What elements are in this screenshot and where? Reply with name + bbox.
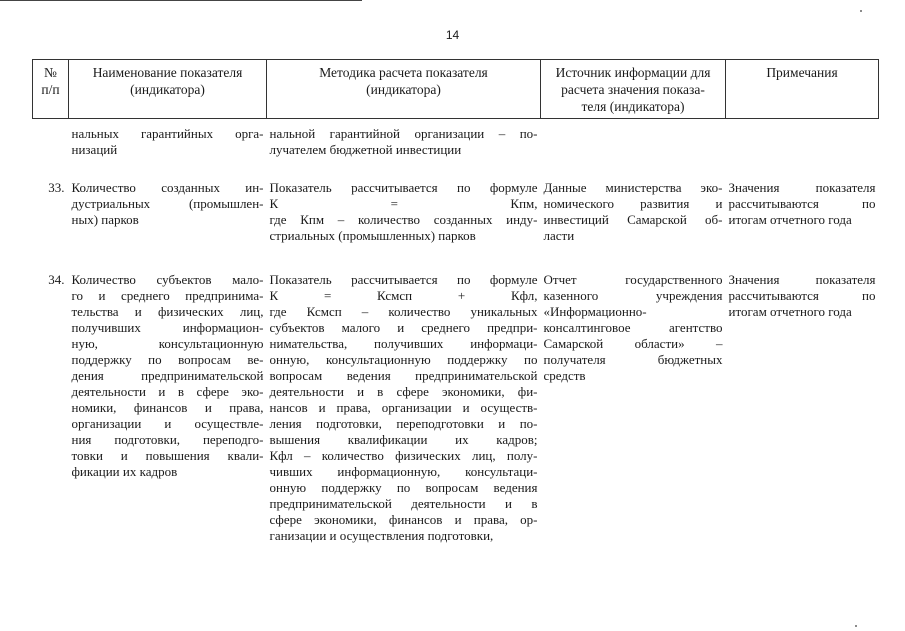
text-line: онную поддержку по вопросам ведения	[269, 480, 538, 495]
text-line: (индикатора)	[130, 82, 205, 97]
text-line: Показатель рассчитывается по формуле	[269, 272, 538, 287]
text-line: Отчет государственного	[543, 272, 723, 287]
top-rule	[0, 0, 362, 1]
text-line: рассчитываются по	[728, 288, 876, 303]
text-line: №	[44, 65, 57, 80]
text-line: К = Ксмсп + Кфл,	[269, 288, 538, 303]
text-line: номики, финансов и права,	[71, 400, 264, 415]
text-line: поддержку по вопросам ве-	[71, 352, 264, 367]
cell-notes	[726, 119, 879, 179]
text-line: ных) парков	[71, 212, 139, 227]
text-line: организации и осуществле-	[71, 416, 264, 431]
scan-speck	[855, 625, 857, 627]
text-line: Методика расчета показателя	[319, 65, 488, 80]
text-line: ния подготовки, переподго-	[71, 432, 264, 447]
text-line: итогам отчетного года	[728, 304, 852, 319]
text-line: «Информационно-	[543, 304, 647, 319]
text-line: ганизации и осуществления подготовки,	[269, 528, 494, 543]
text-line: Показатель рассчитывается по формуле	[269, 180, 538, 195]
text-line: консалтинговое агентство	[543, 320, 723, 335]
cell-number	[33, 119, 69, 179]
text-line: Самарской области» –	[543, 336, 723, 351]
cell-calculation-method	[267, 178, 541, 270]
text-line: где Ксмсп – количество уникальных	[269, 304, 538, 319]
text-line: рассчитываются по	[728, 196, 876, 211]
cell-information-source	[541, 119, 726, 179]
text-line: (индикатора)	[366, 82, 441, 97]
text-line: ления подготовки, переподготовки и по-	[269, 416, 538, 431]
text-line: итогам отчетного года	[728, 212, 852, 227]
cell-notes	[726, 270, 879, 544]
indicator-table	[32, 59, 879, 544]
cell-indicator-name	[69, 270, 267, 544]
cell-number: 34.	[48, 272, 65, 287]
text-line: получивших информацион-	[71, 320, 264, 335]
table-row-33	[33, 178, 879, 270]
text-line: номического развития и	[543, 196, 723, 211]
header-calculation-method	[267, 60, 541, 119]
text-line: лучателем бюджетной инвестиции	[269, 142, 462, 157]
text-line: сфере экономики, финансов и права, ор-	[269, 512, 538, 527]
text-line: дения предпринимательской	[71, 368, 264, 383]
text-line: предпринимательской деятельности и в	[269, 496, 538, 511]
text-line: нимательства, получивших информаци-	[269, 336, 538, 351]
table-row-34	[33, 270, 879, 544]
cell-indicator-name	[69, 119, 267, 179]
text-line: низаций	[71, 142, 118, 157]
text-line: вышения квалификации их кадров;	[269, 432, 538, 447]
cell-information-source	[541, 178, 726, 270]
cell-number: 33.	[48, 180, 65, 195]
cell-information-source	[541, 270, 726, 544]
page-number: 14	[445, 28, 460, 42]
text-line: фикации их кадров	[71, 464, 178, 479]
text-line: тельства и физических лиц,	[71, 304, 264, 319]
text-line: ную, консультационную	[71, 336, 264, 351]
text-line: Наименование показателя	[92, 65, 243, 80]
text-line: К = Кпм,	[269, 196, 538, 211]
text-line: Значения показателя	[728, 272, 876, 287]
header-number	[33, 60, 69, 119]
text-line: Данные министерства эко-	[543, 180, 723, 195]
text-line: п/п	[41, 82, 60, 97]
table-row-continuation	[33, 119, 879, 179]
text-line: Кфл – количество физических лиц, полу-	[269, 448, 538, 463]
text-line: онную, консультационную поддержку по	[269, 352, 538, 367]
cell-notes	[726, 178, 879, 270]
text-line: субъектов малого и среднего предпри-	[269, 320, 538, 335]
text-line: нальной гарантийной организации – по-	[269, 126, 538, 141]
text-line: деятельности и в сфере эко-	[71, 384, 264, 399]
text-line: товки и повышения квали-	[71, 448, 264, 463]
text-line: Примечания	[766, 65, 838, 80]
text-line: Значения показателя	[728, 180, 876, 195]
text-line: нансов и права, организации и осуществ-	[269, 400, 538, 415]
text-line: го и среднего предпринима-	[71, 288, 264, 303]
text-line: инвестиций Самарской об-	[543, 212, 723, 227]
text-line: расчета значения показа-	[561, 82, 705, 97]
header-indicator-name	[69, 60, 267, 119]
text-line: ласти	[543, 228, 575, 243]
text-line: дустриальных (промышлен-	[71, 196, 264, 211]
text-line: где Кпм – количество созданных инду-	[269, 212, 538, 227]
text-line: получателя бюджетных	[543, 352, 723, 367]
text-line: теля (индикатора)	[581, 99, 685, 114]
cell-indicator-name	[69, 178, 267, 270]
text-line: стриальных (промышленных) парков	[269, 228, 476, 243]
text-line: средств	[543, 368, 586, 383]
table-header-row	[33, 60, 879, 119]
text-line: Источник информации для	[555, 65, 711, 80]
cell-calculation-method	[267, 119, 541, 179]
text-line: Количество субъектов мало-	[71, 272, 264, 287]
header-notes	[726, 60, 879, 119]
text-line: вопросам ведения предпринимательской	[269, 368, 538, 383]
header-information-source	[541, 60, 726, 119]
text-line: чивших информационную, консультаци-	[269, 464, 538, 479]
text-line: Количество созданных ин-	[71, 180, 264, 195]
scan-speck	[860, 10, 862, 12]
text-line: казенного учреждения	[543, 288, 723, 303]
text-line: деятельности и в сфере экономики, фи-	[269, 384, 538, 399]
text-line: нальных гарантийных орга-	[71, 126, 264, 141]
cell-calculation-method	[267, 270, 541, 544]
